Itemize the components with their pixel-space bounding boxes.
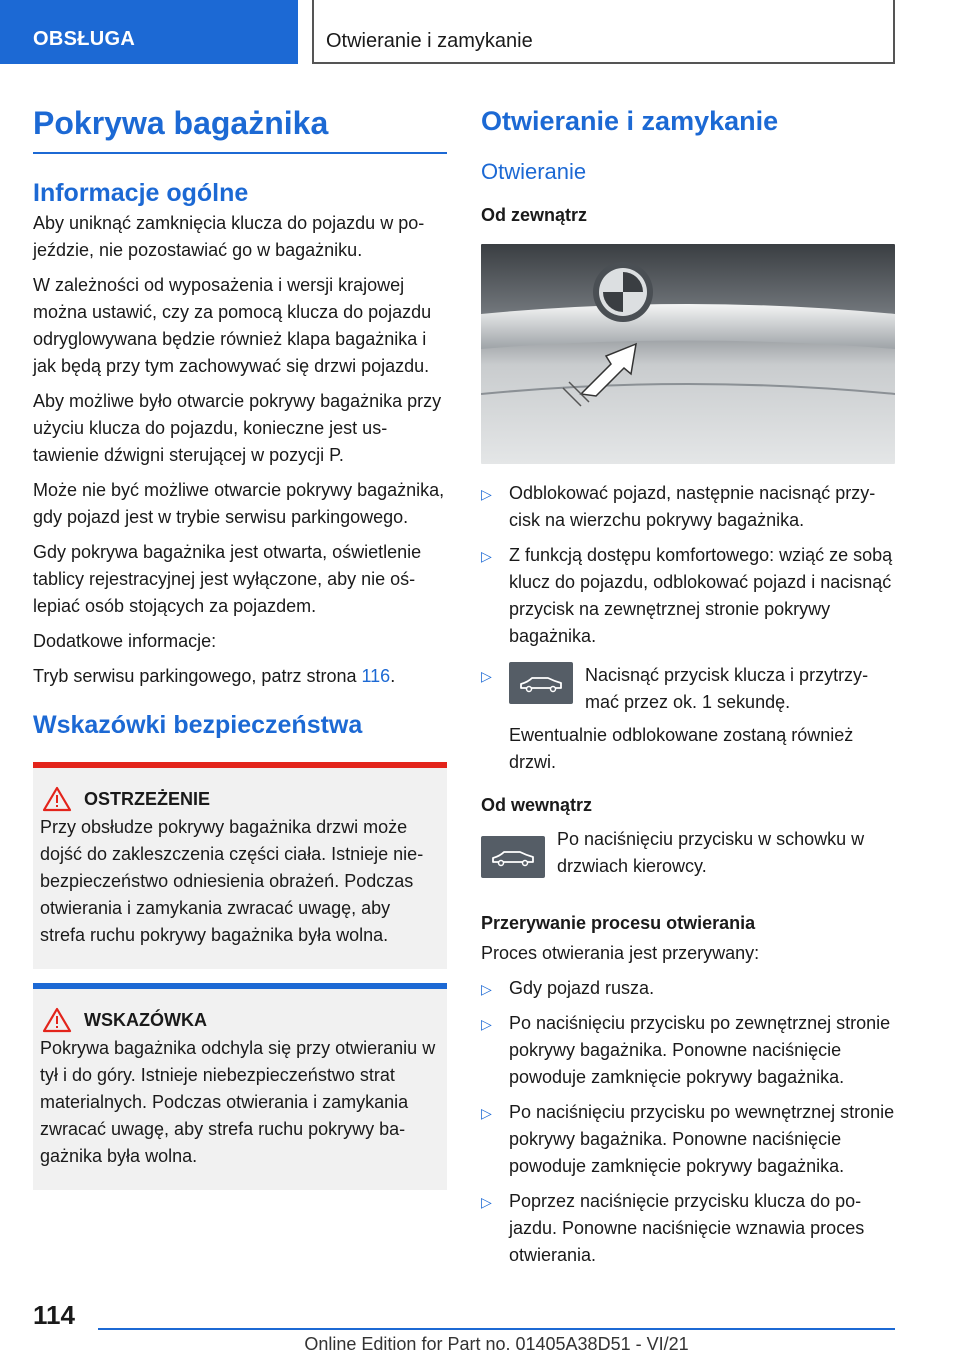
paragraph: Aby możliwe było otwarcie pokrywy bagażnika przy użyciu klucza do pojazdu, konieczne jest ustawienie dźwigni sterującej w pozycji P. (33, 391, 442, 465)
paragraph: Gdy pokrywa bagażnika jest otwarta, oświetlenie tablicy rejestracyjnej jest wyłączone, aby nie oślepiać osób stojących za pojazdem. (33, 542, 422, 616)
right-column (481, 100, 895, 1277)
page-reference-link[interactable]: 116 (361, 666, 391, 686)
footer-divider (98, 1328, 895, 1330)
bullet-triangle-icon: ▷ (481, 486, 492, 502)
key-step-note: Ewentualnie odblokowane zostaną również drzwi. (509, 725, 854, 772)
interrupt-intro: Proces otwierania jest przerywany: (481, 943, 760, 963)
interrupt-heading: Przerywanie procesu otwierania (481, 913, 756, 933)
warning-triangle-icon (42, 1007, 72, 1033)
header-section-tab: OBSŁUGA (0, 0, 298, 64)
left-column (33, 100, 447, 1190)
paragraph: Aby uniknąć zamknięcia klucza do pojazdu w pojeździe, nie pozostawiać go w bagażniku. (33, 213, 425, 260)
bullet-triangle-icon: ▷ (481, 1194, 492, 1210)
list-item: ▷ Gdy pojazd rusza. (481, 975, 895, 1002)
warning-box (33, 762, 447, 969)
bullet-triangle-icon: ▷ (481, 668, 492, 684)
list-item: ▷ Poprzez naciśnięcie przycisku klucza do pojazdu. Ponowne naciśnięcie wznawia proces otwierania. (481, 1191, 865, 1265)
warning-triangle-icon (42, 786, 72, 812)
key-steps-list (481, 662, 895, 776)
paragraph: W zależności od wyposażenia i wersji krajowej można ustawić, czy za pomocą klucza do pojazdu odryglowywana będzie również klapa bagażnika i jak będą przy tym zachowywać się drzwi pojazdu. (33, 275, 432, 376)
bullet-triangle-icon: ▷ (481, 1016, 492, 1032)
list-item (481, 662, 895, 776)
warning-text: Przy obsłudze pokrywy bagażnika drzwi może dojść do zakleszczenia części ciała. Istnieje niebezpieczeństwo odniesienia obrażeń. Podczas otwierania i zamykania zwracać uwagę, aby strefa ruchu pokrywy bagażnika była wolna. (40, 817, 424, 945)
reference-end: . (390, 666, 396, 686)
list-item: ▷ Odblokować pojazd, następnie nacisnąć przycisk na wierzchu pokrywy bagażnika. (481, 483, 876, 530)
section-title: Otwieranie i zamykanie (481, 106, 779, 136)
hint-title (40, 1007, 439, 1033)
hint-text: Pokrywa bagażnika odchyla się przy otwieraniu w tył i do góry. Istnieje niebezpieczeństwo strat materialnych. Podczas otwierania i zamykania zwracać uwagę, aby strefa ruchu pokrywy bagażnika była wolna. (40, 1038, 436, 1166)
trunk-button-photo (481, 244, 895, 464)
outside-heading: Od zewnątrz (481, 205, 588, 225)
page-number: 114 (33, 1300, 75, 1330)
warning-title (40, 786, 439, 812)
bullet-triangle-icon: ▷ (481, 548, 492, 564)
warning-title-text: OSTRZEŻENIE (84, 789, 211, 809)
list-item: ▷ Z funkcją dostępu komfortowego: wziąć ze sobą klucz do pojazdu, odblokować pojazd i nacisnąć przycisk na zewnętrznej stronie pokrywy bagażnika. (481, 545, 893, 646)
outside-steps-list (481, 480, 895, 650)
list-item: ▷ Po naciśnięciu przycisku po wewnętrznej stronie pokrywy bagażnika. Ponowne naciśnięcie powoduje zamknięcie pokrywy bagażnika. (481, 1102, 895, 1176)
footer-edition: Online Edition for Part no. 01405A38D51 - VI/21 (304, 1334, 689, 1354)
key-row (509, 662, 895, 716)
reference-text: Tryb serwisu parkingowego, patrz strona (33, 666, 362, 686)
bullet-triangle-icon: ▷ (481, 1105, 492, 1121)
inside-text: Po naciśnięciu przycisku w schowku w drzwiach kierowcy. (557, 829, 865, 876)
header-chapter: Otwieranie i zamykanie (312, 0, 895, 64)
list-item: ▷ Po naciśnięciu przycisku po zewnętrznej stronie pokrywy bagażnika. Ponowne naciśnięcie powoduje zamknięcie pokrywy bagażnika. (481, 1013, 891, 1087)
bullet-triangle-icon: ▷ (481, 981, 492, 997)
safety-heading: Wskazówki bezpieczeństwa (33, 711, 363, 739)
hint-title-text: WSKAZÓWKA (84, 1010, 207, 1030)
reference-line (33, 663, 447, 690)
opening-heading: Otwieranie (481, 159, 587, 184)
interrupt-steps-list (481, 975, 895, 1269)
inside-row (481, 826, 895, 888)
car-trunk-key-icon (481, 836, 545, 878)
inside-heading: Od wewnątrz (481, 795, 593, 815)
general-info-heading: Informacje ogólne (33, 179, 249, 207)
car-trunk-key-icon (509, 662, 573, 704)
hint-box (33, 983, 447, 1190)
key-step-text: Nacisnąć przycisk klucza i przytrzymać przez ok. 1 sekundę. (585, 665, 869, 712)
paragraph: Może nie być możliwe otwarcie pokrywy bagażnika, gdy pojazd jest w trybie serwisu parkingowego. (33, 480, 445, 527)
page-title: Pokrywa bagażnika (33, 100, 447, 154)
paragraph: Dodatkowe informacje: (33, 631, 217, 651)
